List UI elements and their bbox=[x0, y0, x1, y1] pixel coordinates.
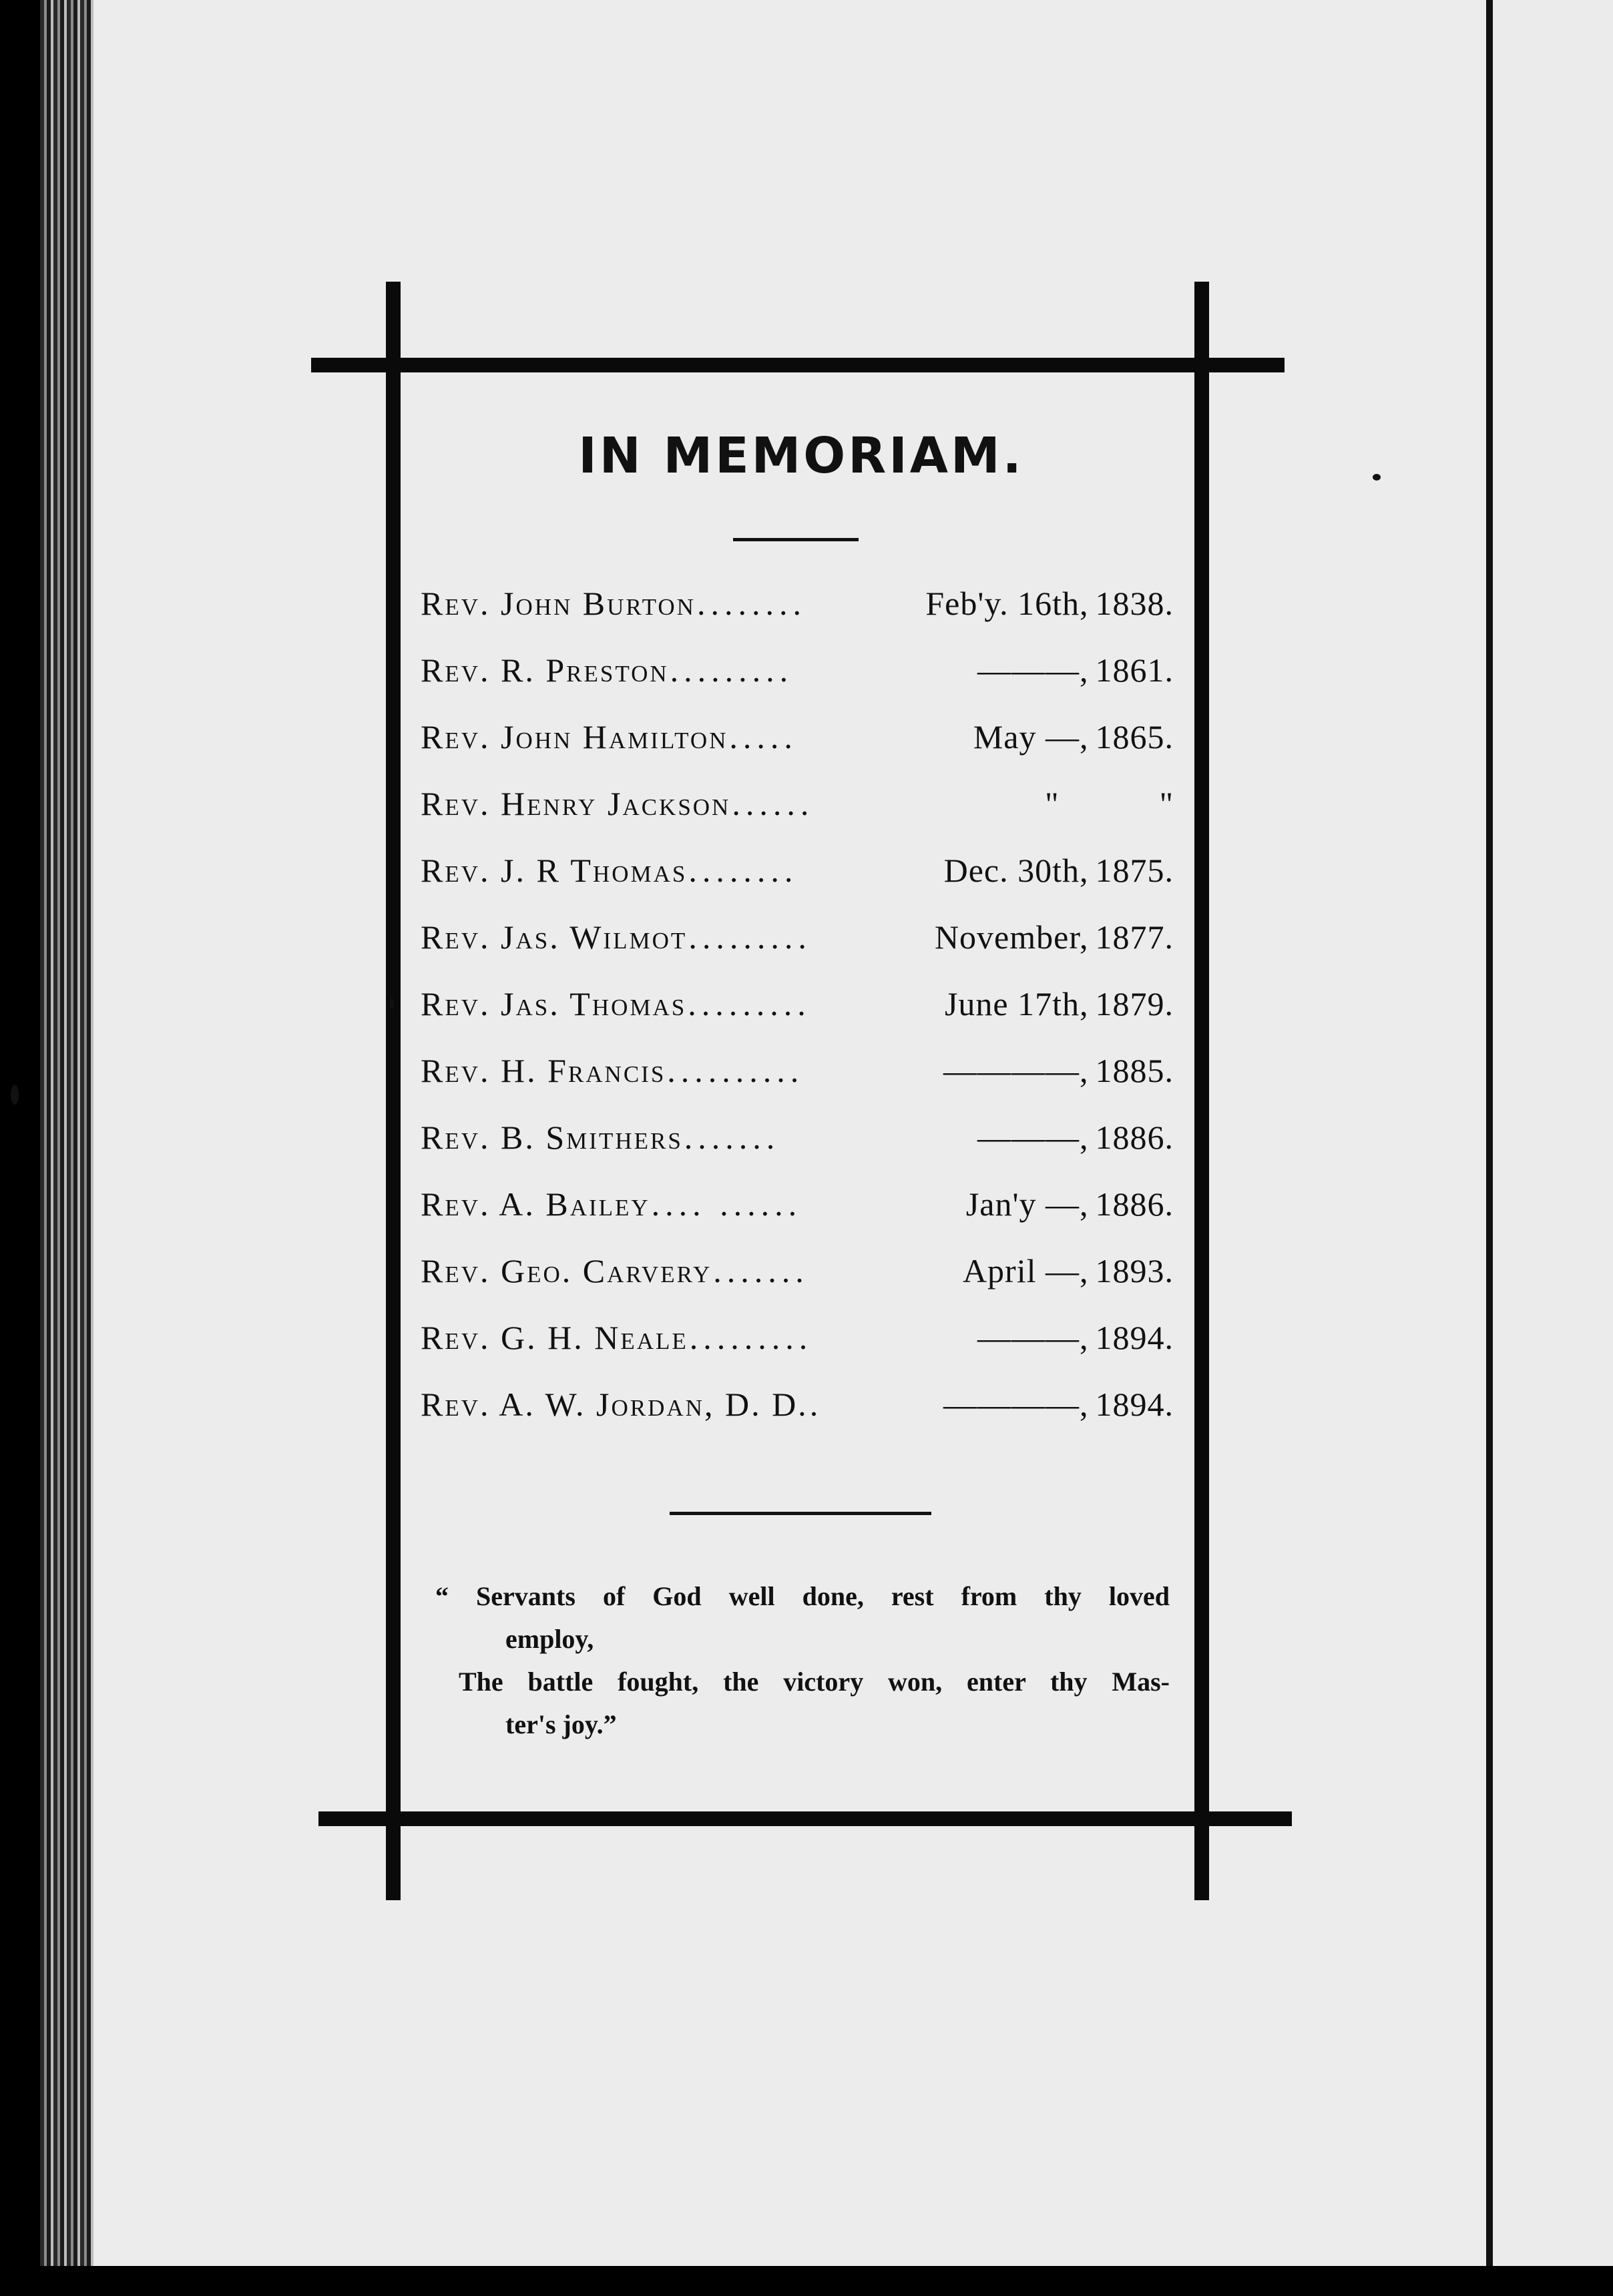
list-item bbox=[421, 984, 1174, 1051]
entry-date: " bbox=[1045, 785, 1060, 822]
entry-date: May —, bbox=[973, 718, 1089, 756]
leader-dots: ........ bbox=[688, 852, 798, 889]
leader-dots: ......... bbox=[688, 985, 811, 1023]
entry-year: 1894. bbox=[1095, 1319, 1174, 1356]
memorial-quote bbox=[435, 1575, 1170, 1746]
leader-dots: .......... bbox=[667, 1052, 804, 1089]
entry-name: Rev. John Hamilton bbox=[421, 718, 728, 756]
entry-date: ————, bbox=[943, 1052, 1089, 1089]
entry-name: Rev. Jas. Thomas bbox=[421, 985, 687, 1023]
entry-name: Rev. A. W. Jordan, D. D. bbox=[421, 1386, 809, 1423]
entry-name: Rev. Jas. Wilmot bbox=[421, 918, 688, 956]
scan-border bbox=[0, 2266, 1613, 2296]
entry-date: ———, bbox=[977, 651, 1089, 689]
entry-year: 1886. bbox=[1095, 1185, 1174, 1223]
list-item bbox=[421, 918, 1174, 984]
entry-year: 1861. bbox=[1095, 651, 1174, 689]
list-item bbox=[421, 1385, 1174, 1452]
entry-name: Rev. H. Francis bbox=[421, 1052, 666, 1089]
entry-date: Feb'y. 16th, bbox=[925, 585, 1089, 622]
entry-year: 1865. bbox=[1095, 718, 1174, 756]
quote-line: The battle fought, the victory won, enter thy Mas- bbox=[459, 1667, 1170, 1697]
leader-dots: ..... bbox=[729, 718, 798, 756]
entry-date: June 17th, bbox=[944, 985, 1089, 1023]
leader-dots: .... ...... bbox=[651, 1185, 802, 1223]
frame-top-bar bbox=[311, 358, 1285, 372]
entry-date: April —, bbox=[962, 1252, 1089, 1289]
list-item bbox=[421, 1318, 1174, 1385]
entry-year: 1877. bbox=[1095, 918, 1174, 956]
entry-year: 1875. bbox=[1095, 852, 1174, 889]
quote-line: employ, bbox=[505, 1624, 594, 1654]
title-divider bbox=[733, 538, 859, 541]
list-item bbox=[421, 584, 1174, 651]
entry-year: 1838. bbox=[1095, 585, 1174, 622]
list-item bbox=[421, 718, 1174, 784]
leader-dots: ......... bbox=[689, 1319, 813, 1356]
entry-year: " bbox=[1159, 785, 1174, 822]
leader-dots: ........ bbox=[696, 585, 806, 622]
entry-date: ———, bbox=[977, 1319, 1089, 1356]
list-item bbox=[421, 1051, 1174, 1118]
entry-date: Jan'y —, bbox=[965, 1185, 1089, 1223]
scan-speck bbox=[11, 1085, 19, 1105]
entry-date: ———, bbox=[977, 1119, 1089, 1156]
list-item bbox=[421, 1118, 1174, 1185]
list-item bbox=[421, 1185, 1174, 1251]
entry-year: 1894. bbox=[1095, 1386, 1174, 1423]
entry-name: Rev. J. R Thomas bbox=[421, 852, 688, 889]
list-item bbox=[421, 651, 1174, 718]
page-title: IN MEMORIAM. bbox=[578, 427, 1024, 485]
entry-date: November, bbox=[934, 918, 1089, 956]
page-fold-line bbox=[1486, 0, 1493, 2266]
entry-name: Rev. G. H. Neale bbox=[421, 1319, 688, 1356]
entry-name: Rev. A. Bailey bbox=[421, 1185, 650, 1223]
quote-line: ter's joy.” bbox=[505, 1709, 617, 1739]
leader-dots: ......... bbox=[688, 918, 812, 956]
entry-name: Rev. Geo. Carvery bbox=[421, 1252, 712, 1289]
frame-bottom-bar bbox=[318, 1811, 1292, 1826]
entry-name: Rev. John Burton bbox=[421, 585, 696, 622]
entry-year: 1879. bbox=[1095, 985, 1174, 1023]
entry-name: Rev. Henry Jackson bbox=[421, 785, 731, 822]
entry-date: ————, bbox=[943, 1386, 1089, 1423]
frame-right-bar bbox=[1194, 282, 1209, 1900]
leader-dots: ....... bbox=[684, 1119, 780, 1156]
entry-name: Rev. R. Preston bbox=[421, 651, 669, 689]
quote-line: “ Servants of God well done, rest from thy loved bbox=[435, 1581, 1170, 1611]
leader-dots: ....... bbox=[713, 1252, 809, 1289]
book-gutter bbox=[40, 0, 93, 2266]
entry-date: Dec. 30th, bbox=[943, 852, 1089, 889]
section-divider bbox=[670, 1512, 931, 1515]
memorial-list bbox=[421, 584, 1174, 1452]
entry-year: 1886. bbox=[1095, 1119, 1174, 1156]
leader-dots: ......... bbox=[670, 651, 794, 689]
entry-name: Rev. B. Smithers bbox=[421, 1119, 683, 1156]
scan-speck bbox=[390, 998, 394, 1010]
entry-year: 1885. bbox=[1095, 1052, 1174, 1089]
frame-left-bar bbox=[386, 282, 401, 1900]
scan-speck bbox=[1373, 474, 1381, 481]
leader-dots: ...... bbox=[732, 785, 815, 822]
list-item bbox=[421, 784, 1174, 851]
list-item bbox=[421, 851, 1174, 918]
leader-dots: . bbox=[809, 1386, 824, 1423]
adjacent-page-edge bbox=[1489, 0, 1613, 2266]
entry-year: 1893. bbox=[1095, 1252, 1174, 1289]
list-item bbox=[421, 1251, 1174, 1318]
